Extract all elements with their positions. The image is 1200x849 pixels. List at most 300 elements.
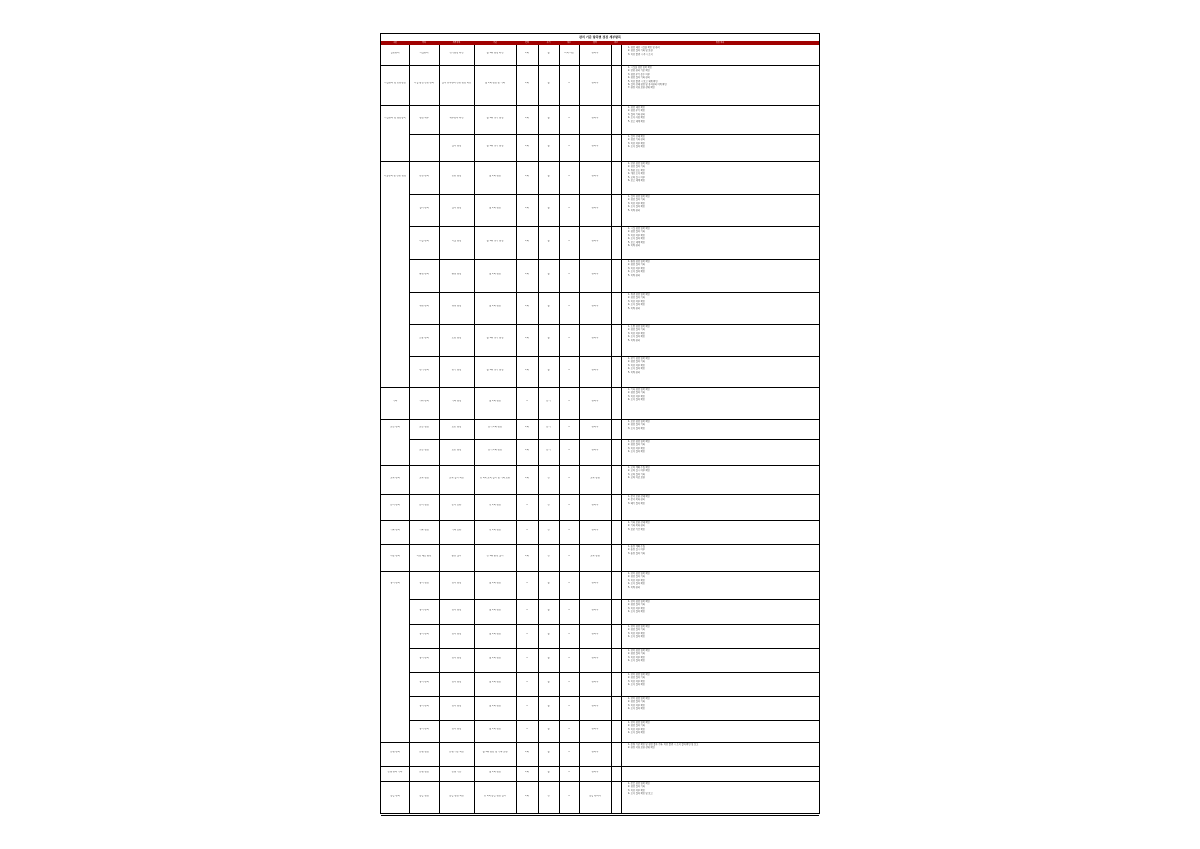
table-cell: 소방 점검	[451, 337, 462, 339]
note-line: 2. 점검 기록 관리	[628, 138, 645, 142]
inspection-notes	[628, 135, 817, 160]
note-line: 4. 조치 결과 확인 및 보고	[628, 792, 653, 796]
note-line: 1. 보안 점검 항목 확인	[628, 420, 650, 423]
table-cell: 월 1회 점검	[489, 207, 501, 209]
table-cell: 전기 점검	[451, 368, 462, 371]
note-line: 3. 이상 여부 확인	[628, 788, 645, 792]
table-cell: 기록 보관	[451, 529, 462, 531]
inspection-notes	[628, 673, 817, 695]
note-line: 1. 안전 점검 항목 확인	[628, 162, 650, 165]
table-cell: 1	[526, 608, 528, 611]
table-cell: 월	[547, 239, 550, 242]
table-cell: 운영 기준	[451, 770, 462, 773]
table-cell: 1회	[525, 554, 529, 557]
table-cell: 시설관리 및 점검항목	[384, 116, 406, 119]
table-cell: 관리자	[591, 239, 599, 242]
table-cell: 1	[526, 681, 528, 683]
note-line: 1. 보안 점검 항목 확인	[628, 440, 650, 443]
table-cell: 1	[568, 795, 570, 797]
inspection-notes	[628, 782, 817, 814]
table-cell: 교육 담당	[590, 476, 600, 479]
table-cell: 교육 관리	[390, 476, 400, 479]
table-cell: 연	[547, 476, 550, 479]
note-line: 2. 점검 결과 기록	[628, 575, 645, 579]
note-line: 4. 조치 결과 확인	[628, 610, 645, 614]
note-line: 2. 점검 결과 기록	[628, 724, 645, 728]
table-cell: 연 1회 종합 점검 실시	[483, 795, 507, 797]
table-cell: 운영 관리 기타	[387, 770, 403, 773]
table-cell: 1회	[525, 305, 529, 307]
note-line: 4. 조치 사항 확인	[628, 116, 645, 120]
table-cell: 월	[547, 82, 550, 84]
table-cell: 1	[568, 554, 570, 557]
table-cell: 관리자	[591, 608, 599, 611]
note-line: 2. 기록 목록 관리	[628, 524, 645, 528]
table-cell: 1	[568, 144, 570, 147]
table-cell: 1	[568, 728, 570, 730]
table-cell: 안전 점검	[451, 174, 462, 177]
inspection-notes	[628, 46, 817, 64]
note-line: 3. 이상 여부 확인	[628, 363, 645, 367]
table-cell: 시설 점검 안전 관리	[414, 82, 434, 84]
note-line: 2. 문서 목록 관리	[628, 498, 645, 502]
note-line: 4. 점검 결과 기록 관리	[628, 76, 650, 80]
note-line: 3. 보존 기간 확인	[628, 527, 645, 531]
table-cell: 장비 관리	[419, 633, 429, 635]
note-line: 2. 점검 결과 기록	[628, 360, 645, 364]
table-cell: 1회	[525, 144, 529, 147]
table-cell: 장비 관리	[419, 705, 429, 707]
table-cell: 월 1회 점검	[489, 728, 501, 730]
note-line: 3. 이상 여부 확인	[628, 727, 645, 731]
table-cell: 연	[547, 795, 550, 797]
table-cell: 1	[526, 529, 528, 531]
table-cell: 관리자	[591, 681, 599, 683]
inspection-notes	[628, 521, 817, 543]
header-row	[381, 41, 819, 45]
note-line: 2. 교육 실시 여부 확인	[628, 469, 650, 473]
inspection-notes	[628, 325, 817, 355]
table-cell: 1	[568, 449, 570, 451]
table-cell: 기타 점검	[451, 400, 462, 402]
table-cell: 관리자	[591, 705, 599, 707]
note-line: 1. 시설물 점검 항목 확인	[628, 66, 652, 69]
inspection-notes	[628, 572, 817, 598]
table-cell: 종합 점검	[419, 795, 429, 797]
inspection-notes	[628, 495, 817, 519]
note-line: 2. 안전 관리 기준 확인	[628, 69, 650, 73]
table-cell: 1 회 이상	[564, 52, 574, 54]
table-cell: 1회	[525, 52, 529, 54]
inspection-notes	[628, 162, 817, 193]
note-line: 3. 결과 기록 관리	[628, 112, 645, 116]
table-cell: 장비 점검	[419, 582, 429, 584]
header-cell: 주기	[546, 42, 551, 44]
note-line: 2. 점검 결과 기록	[628, 628, 645, 632]
note-line: 6. 설비 상태 점검 및 유지관리 이력 확인	[628, 83, 667, 87]
row-divider	[381, 815, 819, 816]
table-cell: 관리자	[591, 770, 599, 773]
table-cell: 월 1회 정기 점검	[486, 368, 504, 371]
note-line: 1. 소방 점검 항목 확인	[628, 325, 650, 328]
table-cell: 1	[568, 337, 570, 339]
note-line: 5. 이력 관리	[628, 306, 640, 310]
table-cell: 위생 관리	[419, 305, 429, 307]
table-cell: 월 1회 점검	[489, 681, 501, 683]
table-cell: 연 1회 점검	[489, 504, 501, 506]
note-line: 4. 조치 결과 확인	[628, 367, 645, 371]
inspection-notes	[628, 440, 817, 464]
note-line: 1. 운영 기준 확인 및 점검 결과 기록, 이상 발생 시 조치 결과 확인 및 보고	[628, 743, 699, 746]
table-cell: 월 1회 점검	[489, 705, 501, 707]
table-cell: 1	[526, 728, 528, 730]
table-cell: 시설관리 및 안전점검	[384, 82, 406, 84]
header-cell: 횟수	[567, 42, 571, 44]
note-line: 4. 조치 결과 확인	[628, 145, 645, 149]
table-cell: 연 1회 교육 실시 및 기록 보관	[479, 476, 511, 479]
table-cell: 관리자	[591, 82, 599, 84]
note-line: 4. 조치 결과 확인	[628, 450, 645, 454]
note-line: 1. 장비 점검 항목 확인	[628, 600, 650, 603]
table-cell: 월	[547, 116, 550, 119]
table-cell: 1	[568, 272, 570, 275]
table-cell: 1	[568, 504, 570, 506]
table-cell: 1	[568, 633, 570, 635]
table-cell: 관리자	[591, 337, 599, 339]
note-line: 1. 장비 점검 항목 확인	[628, 721, 650, 724]
note-line: 3. 위험 요소 확인	[628, 168, 645, 172]
table-cell: 월 1회 점검	[489, 305, 501, 307]
table-cell: 관리자	[591, 400, 599, 402]
table-cell: 장비 관리	[419, 608, 429, 611]
table-cell: 운영 점검	[419, 770, 429, 773]
table-cell: 장비 점검	[451, 657, 462, 659]
note-line: 5. 이력 관리	[628, 208, 640, 212]
table-cell: 1회	[525, 795, 529, 797]
table-cell: 1	[526, 582, 528, 584]
header-cell: 비고	[614, 42, 618, 44]
inspection-notes	[628, 545, 817, 570]
table-cell: 교육 실시 확인	[449, 476, 464, 479]
note-line: 2. 점검 결과 기록	[628, 296, 645, 300]
table-cell: 관리자	[591, 426, 599, 428]
note-line: 2. 점검 결과 기록	[628, 423, 645, 427]
table-cell: 월	[547, 770, 550, 773]
note-line: 3. 이상 발생 시 즉시 조치	[628, 52, 653, 56]
note-line: 1. 점검 대상 시설물 확인 및 관리	[628, 46, 660, 49]
table-cell: 월	[547, 608, 550, 611]
note-line: 3. 이상 여부 확인	[628, 331, 645, 335]
table-cell: 1회	[525, 239, 529, 242]
note-line: 2. 관련 서류 보관 상태 확인	[628, 746, 655, 750]
table-cell: 관리자	[591, 633, 599, 635]
table-cell: 관리자	[591, 582, 599, 584]
table-cell: 일반관리	[390, 52, 400, 54]
table-cell: 1	[526, 705, 528, 707]
table-cell: 1	[526, 633, 528, 635]
inspection-notes	[628, 721, 817, 741]
note-line: 4. 조치 결과 확인	[628, 398, 645, 402]
table-cell: 1	[568, 207, 570, 209]
table-cell: 관리자	[591, 272, 599, 275]
inspection-notes	[628, 388, 817, 418]
note-line: 1. 훈련 계획 수립	[628, 545, 645, 548]
table-cell: 종합 점검 확인	[449, 795, 464, 797]
table-cell: 분기	[546, 426, 551, 428]
note-line: 4. 조치 결과 확인	[628, 683, 645, 687]
table-cell: 설비 점검	[451, 144, 462, 147]
note-line: 1. 전기 점검 항목 확인	[628, 357, 650, 360]
table-cell: 분기	[546, 400, 551, 402]
table-cell: 장비 점검	[451, 582, 462, 584]
table-cell: 1	[568, 476, 570, 479]
table-cell: 보안 점검	[419, 449, 429, 451]
table-cell: 기록 관리	[390, 529, 400, 531]
note-line: 3. 이상 여부 확인	[628, 233, 645, 237]
table-cell: 1	[568, 529, 570, 531]
note-line: 1. 장비 점검 항목 확인	[628, 572, 650, 575]
table-cell: 세부항목 확인	[449, 116, 464, 119]
inspection-notes	[628, 195, 817, 225]
note-line: 3. 점검 주기 준수 여부	[628, 72, 650, 76]
table-cell: 장비 관리	[390, 582, 400, 584]
note-line: 2. 점검 결과 기록 및 보관	[628, 49, 653, 53]
table-cell: 월	[547, 681, 550, 683]
note-line: 1. 장비 점검 항목 확인	[628, 697, 650, 700]
note-line: 4. 조치 결과 확인	[628, 270, 645, 274]
table-cell: 문서 보관	[451, 504, 462, 506]
table-cell: 1회	[525, 449, 529, 451]
table-cell: 시설 점검	[451, 239, 462, 242]
table-cell: 1회	[525, 368, 529, 371]
table-cell: 1	[568, 608, 570, 611]
table-cell: 관리자	[591, 144, 599, 147]
note-line: 3. 훈련 결과 기록	[628, 551, 645, 555]
table-cell: 설비 유지관리 안전 점검 확인	[441, 82, 472, 84]
table-cell: 월 1회 점검	[489, 582, 501, 584]
table-cell: 기타 관리	[419, 400, 429, 402]
note-line: 3. 이상 여부 확인	[628, 703, 645, 707]
note-line: 3. 이상 여부 확인	[628, 394, 645, 398]
inspection-notes	[628, 420, 817, 438]
table-cell: 1	[568, 657, 570, 659]
note-line: 2. 점검 결과 기록	[628, 652, 645, 656]
table-cell: 분기	[546, 449, 551, 451]
table-cell: 1	[568, 116, 570, 119]
table-cell: 장비 관리	[419, 728, 429, 730]
table-cell: 분기 1회 점검	[487, 426, 503, 428]
inspection-notes	[628, 625, 817, 647]
table-cell: 교육 담당	[590, 554, 600, 557]
table-cell: 교육 점검	[419, 476, 429, 479]
note-line: 2. 점검 결과 기록	[628, 603, 645, 607]
note-line: 3. 이상 여부 확인	[628, 679, 645, 683]
table-cell: 보안 점검	[451, 426, 462, 428]
note-line: 5. 교육 실시 여부	[628, 175, 645, 179]
table-cell: 관리자	[591, 305, 599, 307]
table-cell: 1	[568, 400, 570, 402]
table-cell: 월 1회 정기 점검	[486, 144, 504, 147]
table-cell: 1회	[525, 770, 529, 773]
note-line: 1. 장비 점검 항목 확인	[628, 673, 650, 676]
table-cell: 장비 점검	[451, 728, 462, 730]
note-line: 2. 점검 결과 기록	[628, 676, 645, 680]
inspection-notes	[628, 66, 817, 104]
table-cell: 월 1회 점검 및 기록	[485, 82, 505, 84]
note-line: 1. 종합 점검 항목 확인	[628, 782, 650, 785]
table-cell: 관리자	[591, 52, 599, 54]
table-cell: 1	[568, 305, 570, 307]
table-cell: 월	[547, 633, 550, 635]
note-line: 1. 기록 보관 상태 확인	[628, 521, 650, 524]
table-cell: 월 1회 정기 점검	[486, 239, 504, 242]
table-cell: 월 1회 점검	[489, 657, 501, 659]
inspection-sheet	[380, 33, 820, 814]
note-line: 1. 설비 점검 항목 확인	[628, 195, 650, 198]
table-cell: 위생 점검	[451, 305, 462, 307]
table-cell: 월	[547, 174, 550, 177]
table-cell: 월	[547, 705, 550, 707]
note-line: 3. 이상 여부 확인	[628, 606, 645, 610]
table-cell: 1회	[525, 174, 529, 177]
header-cell: 기준	[493, 42, 497, 44]
table-cell: 월 1회 점검 및 기록 보관	[482, 751, 508, 753]
note-line: 3. 이상 여부 확인	[628, 446, 645, 450]
note-line: 6. 이력 관리	[628, 244, 640, 248]
note-line: 5. 이력 관리	[628, 338, 640, 342]
header-cell: 담당	[593, 42, 597, 44]
note-line: 3. 이상 여부 확인	[628, 655, 645, 659]
note-line: 3. 이상 여부 확인	[628, 141, 645, 145]
table-cell: 시설관리	[419, 52, 429, 54]
note-line: 3. 조치 결과 확인	[628, 426, 645, 430]
inspection-notes	[628, 357, 817, 386]
table-cell: 1	[568, 705, 570, 707]
inspection-notes	[628, 600, 817, 623]
table-cell: 1회	[525, 272, 529, 275]
table-cell: 관리자	[591, 368, 599, 371]
note-line: 4. 조치 결과 확인	[628, 335, 645, 339]
table-cell: 월 1회 정기 점검	[486, 337, 504, 339]
table-cell: 장비 관리	[419, 657, 429, 659]
table-cell: 1	[568, 681, 570, 683]
table-cell: 비상 관리	[390, 554, 400, 557]
table-cell: 연	[547, 554, 550, 557]
table-cell: 비상 대응 훈련	[416, 554, 432, 557]
note-line: 1. 문서 보관 상태 확인	[628, 495, 650, 498]
table-cell: 1회	[525, 476, 529, 479]
note-line: 2. 점검 주기 확인	[628, 109, 645, 113]
note-line: 4. 조치 결과 확인	[628, 707, 645, 711]
note-line: 1. 위생 점검 항목 확인	[628, 293, 650, 296]
note-line: 2. 점검 결과 기록	[628, 700, 645, 704]
table-cell: 장비 점검	[451, 633, 462, 635]
note-line: 1. 시설 점검 항목 확인	[628, 227, 650, 230]
note-line: 4. 조치 결과 확인	[628, 582, 645, 586]
table-cell: 환경 점검	[451, 272, 462, 275]
table-cell: 장비 점검	[451, 681, 462, 683]
note-line: 4. 조치 결과 확인	[628, 731, 645, 735]
inspection-notes	[628, 293, 817, 323]
table-cell: 월	[547, 751, 550, 753]
table-cell: 월	[547, 657, 550, 659]
table-cell: 1	[526, 657, 528, 659]
note-line: 4. 조치 결과 확인	[628, 205, 645, 209]
note-line: 2. 점검 결과 기록	[628, 785, 645, 789]
inspection-notes	[628, 106, 817, 133]
note-line: 5. 보고 체계 확인	[628, 240, 645, 244]
note-line: 2. 점검 결과 기록	[628, 443, 645, 447]
table-cell: 관리자	[591, 174, 599, 177]
table-cell: 소방 관리	[419, 337, 429, 339]
table-cell: 1	[568, 426, 570, 428]
note-line: 4. 개선 조치 확인	[628, 172, 645, 176]
table-cell: 월 1회 점검 확인	[486, 52, 504, 54]
table-cell: 1	[568, 582, 570, 584]
sheet-title: 관리 기준 항목별 점검 세부항목	[381, 34, 819, 42]
table-cell: 관리자	[591, 116, 599, 119]
note-line: 2. 점검 결과 기록	[628, 230, 645, 234]
table-cell: 월 1회 정기 점검	[486, 116, 504, 119]
note-line: 5. 보고 체계 확인	[628, 119, 645, 123]
inspection-notes	[628, 649, 817, 671]
table-cell: 관리자	[591, 449, 599, 451]
table-cell: 전기 관리	[419, 368, 429, 371]
note-line: 1. 장비 점검 항목 확인	[628, 649, 650, 652]
table-cell: 관리자	[591, 657, 599, 659]
note-line: 1. 점검 대상 확인	[628, 106, 645, 109]
table-cell: 월	[547, 272, 550, 275]
table-cell: 점검 세부	[419, 116, 429, 119]
header-cell: 항목	[422, 42, 426, 44]
table-cell: 월	[547, 207, 550, 209]
table-cell: 1회	[525, 116, 529, 119]
table-cell: 월 1회 점검	[489, 608, 501, 611]
note-line: 4. 조치 결과 확인	[628, 659, 645, 663]
table-cell: 월	[547, 582, 550, 584]
note-line: 4. 조치 결과 확인	[628, 303, 645, 307]
table-cell: 종합 관리자	[589, 795, 601, 797]
note-line: 3. 이상 여부 확인	[628, 266, 645, 270]
table-cell: 보안 관리	[390, 426, 400, 428]
table-cell: 연 1회 점검	[489, 529, 501, 531]
table-cell: 1	[568, 368, 570, 371]
note-line: 5. 이상 발생 시 보고 체계 확인	[628, 79, 658, 83]
table-cell: 1	[568, 174, 570, 177]
table-cell: 보안 점검	[451, 449, 462, 451]
table-cell: 안전 관리	[419, 174, 429, 177]
table-cell: 문서 관리	[390, 504, 400, 506]
table-cell: 환경 관리	[419, 272, 429, 275]
note-line: 4. 교육 자료 보관	[628, 476, 645, 480]
inspection-notes	[628, 227, 817, 258]
table-cell: 관리자	[591, 529, 599, 531]
table-cell: 문서 점검	[419, 504, 429, 506]
note-line: 3. 이상 여부 확인	[628, 201, 645, 205]
note-line: 1. 기타 점검 항목 확인	[628, 388, 650, 391]
table-cell: 1	[526, 400, 528, 402]
table-cell: 월	[547, 368, 550, 371]
table-cell: 장비 관리	[419, 681, 429, 683]
inspection-notes	[628, 260, 817, 291]
table-cell: 장비 점검	[451, 608, 462, 611]
table-cell: 기록 점검	[419, 529, 429, 531]
table-cell: 1	[568, 751, 570, 753]
table-cell: 설비 관리	[419, 207, 429, 209]
table-cell: 운영 관리	[390, 751, 400, 753]
header-cell: 구분	[393, 42, 397, 44]
table-cell: 월	[547, 305, 550, 307]
